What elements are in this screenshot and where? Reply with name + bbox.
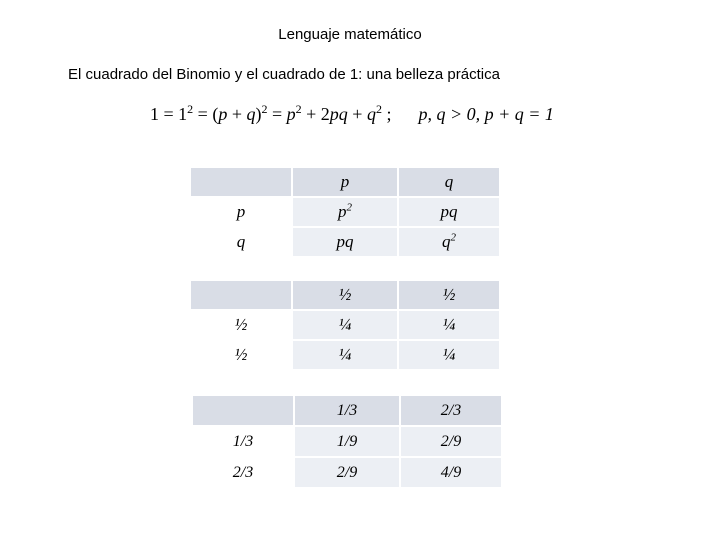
- formula-p: p: [218, 104, 228, 124]
- table-corner-cell: [193, 396, 293, 427]
- formula-exponent: 2: [187, 102, 194, 116]
- symbolic-product-table: [191, 168, 499, 258]
- table-header-cell: ½: [291, 281, 397, 311]
- formula-one: 1: [150, 104, 159, 124]
- table-row: [191, 228, 499, 258]
- table-header-row: [191, 281, 499, 311]
- halves-product-table: [191, 281, 499, 371]
- table-header-cell: ½: [397, 281, 499, 311]
- cell-base: pq: [336, 232, 354, 251]
- table-header-cell: q: [397, 168, 499, 198]
- table-row: [191, 341, 499, 371]
- table-header-cell: 1/3: [293, 396, 399, 427]
- formula-q: q: [366, 104, 376, 124]
- formula-q: q: [246, 104, 256, 124]
- cell-base: q: [442, 232, 451, 251]
- formula-paren-open: (: [212, 104, 219, 124]
- formula-plus: +: [231, 104, 242, 124]
- table-cell: [291, 198, 397, 228]
- formula-exponent: 2: [375, 102, 382, 116]
- formula-condition-positive: p, q > 0,: [418, 104, 481, 124]
- formula-plus: +: [352, 104, 363, 124]
- cell-exponent: 2: [346, 201, 352, 214]
- formula-condition-sum: p + q = 1: [484, 104, 554, 124]
- formula-p: p: [329, 104, 339, 124]
- formula-q: q: [338, 104, 348, 124]
- table-header-cell: p: [291, 168, 397, 198]
- formula-semicolon: ;: [386, 104, 392, 124]
- thirds-product-table: [193, 396, 501, 489]
- formula-two: 2: [320, 104, 330, 124]
- table-cell: [291, 228, 397, 258]
- table-header-cell: 2/3: [399, 396, 501, 427]
- table-cell: [397, 198, 499, 228]
- table-row-label: q: [191, 228, 291, 258]
- table-row-label: p: [191, 198, 291, 228]
- cell-base: p: [338, 202, 347, 221]
- table-row: [193, 458, 501, 489]
- table-row-label: ½: [191, 341, 291, 371]
- table-row: [191, 198, 499, 228]
- table-cell: 2/9: [293, 458, 399, 489]
- table-cell: 1/9: [293, 427, 399, 458]
- table-header-row: [191, 168, 499, 198]
- table-row-label: ½: [191, 311, 291, 341]
- formula-equals: =: [197, 104, 208, 124]
- formula-exponent: 2: [261, 102, 268, 116]
- cell-exponent: 2: [450, 231, 456, 244]
- table-corner-cell: [191, 168, 291, 198]
- formula-exponent: 2: [295, 102, 302, 116]
- binomial-formula: [150, 104, 554, 125]
- page-title: Lenguaje matemático: [278, 26, 422, 43]
- formula-p: p: [286, 104, 296, 124]
- table-header-row: [193, 396, 501, 427]
- formula-plus: +: [306, 104, 317, 124]
- table-row-label: 1/3: [193, 427, 293, 458]
- table-cell: ¼: [291, 341, 397, 371]
- table-cell: ¼: [397, 311, 499, 341]
- formula-equals: =: [271, 104, 283, 124]
- formula-paren-close: ): [255, 104, 262, 124]
- table-cell: 4/9: [399, 458, 501, 489]
- table-row-label: 2/3: [193, 458, 293, 489]
- table-cell: ¼: [291, 311, 397, 341]
- table-cell: 2/9: [399, 427, 501, 458]
- table-row: [191, 311, 499, 341]
- page-subtitle: El cuadrado del Binomio y el cuadrado de 1: una belleza práctica: [68, 66, 500, 83]
- cell-base: pq: [440, 202, 458, 221]
- formula-equals: =: [163, 104, 174, 124]
- table-corner-cell: [191, 281, 291, 311]
- table-cell: [397, 228, 499, 258]
- formula-one-base: 1: [178, 104, 188, 124]
- table-cell: ¼: [397, 341, 499, 371]
- table-row: [193, 427, 501, 458]
